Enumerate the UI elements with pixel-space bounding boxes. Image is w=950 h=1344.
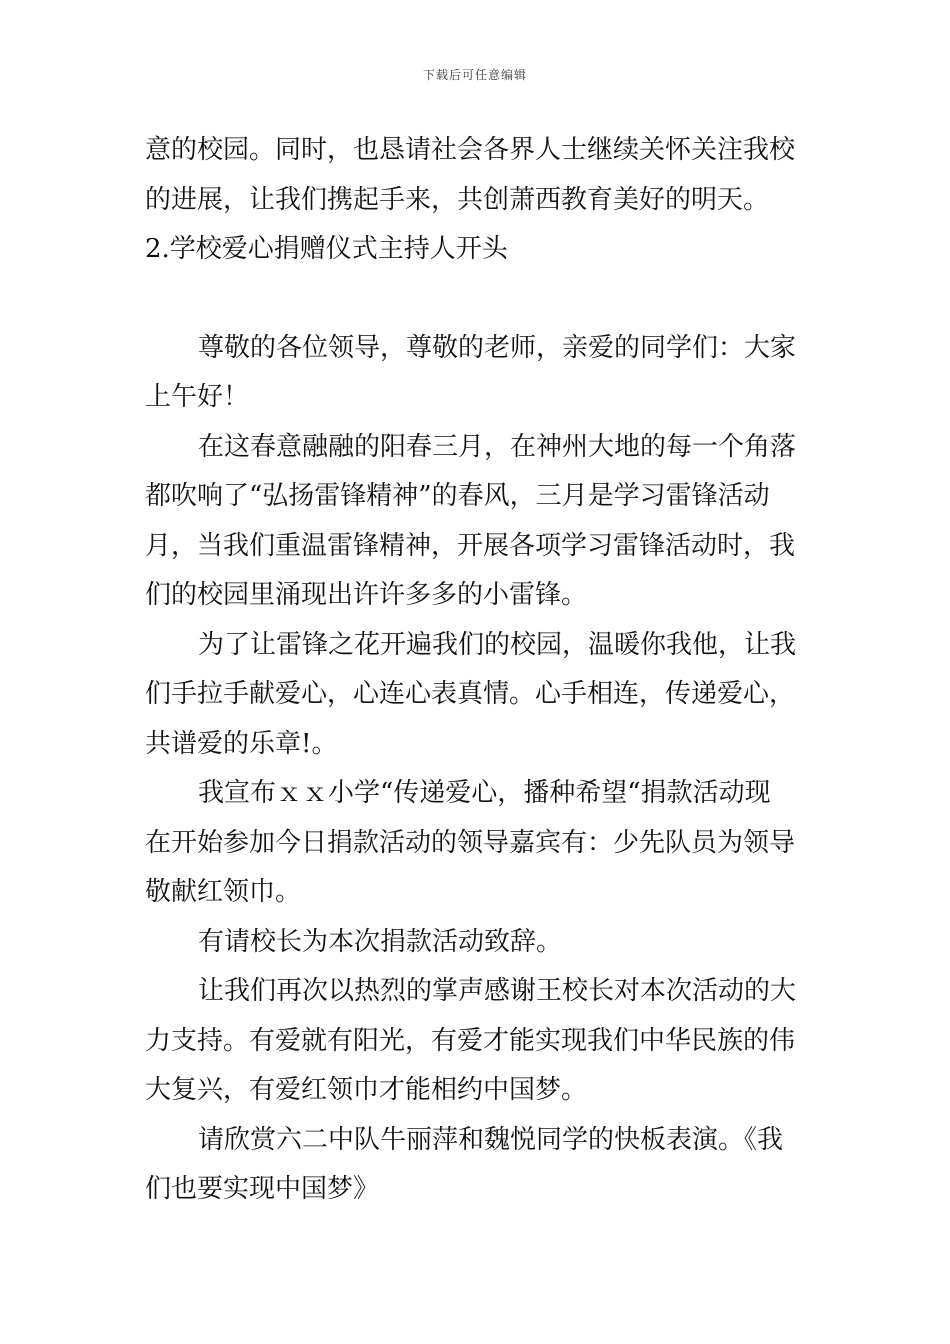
spacer — [145, 275, 810, 324]
text-line: 敬献红领巾。 — [145, 877, 302, 907]
text-line: 尊敬的各位领导，尊敬的老师，亲爱的同学们：大家 — [198, 332, 797, 363]
text-line: 们手拉手献爱心，心连心表真情。心手相连，传递爱心， — [145, 679, 796, 709]
text-line: 让我们再次以热烈的掌声感谢王校长对本次活动的大 — [198, 976, 797, 1006]
page-header: 下载后可任意编辑 — [422, 68, 527, 82]
text-line: 为了让雷锋之花开遍我们的校园，温暖你我他，让我 — [198, 629, 797, 660]
text-line: 月，当我们重温雷锋精神，开展各项学习雷锋活动时，我 — [145, 530, 796, 561]
document-body — [145, 126, 810, 1215]
text-line: 有请校长为本次捐款活动致辞。 — [198, 926, 563, 957]
text-line: 请欣赏六二中队牛丽萍和魏悦同学的快板表演。《我 — [198, 1124, 784, 1155]
text-line: 共谱爱的乐章!。 — [145, 728, 338, 759]
text-line: 的进展，让我们携起手来，共创萧西教育美好的明天。 — [145, 184, 770, 215]
text-line: 力支持。有爱就有阳光，有爱才能实现我们中华民族的伟 — [145, 1025, 796, 1056]
text-line: 意的校园。同时，也恳请社会各界人士继续关怀关注我校 — [145, 135, 796, 165]
text-line: 大复兴，有爱红领巾才能相约中国梦。 — [145, 1075, 588, 1105]
text-line: 都吹响了“弘扬雷锋精神”的春风，三月是学习雷锋活动 — [145, 481, 770, 511]
text-line: 我宣布ｘｘ小学“传递爱心，播种希望“捐款活动现 — [198, 778, 771, 808]
text-line: 在这春意融融的阳春三月，在神州大地的每一个角落 — [198, 431, 797, 462]
text-line: 们的校园里涌现出许许多多的小雷锋。 — [145, 580, 588, 610]
text-line: 们也要实现中国梦》 — [145, 1174, 380, 1204]
text-line: 上午好！ — [145, 382, 250, 412]
section-heading: 2.学校爱心捐赠仪式主持人开头 — [145, 234, 508, 264]
text-line: 在开始参加今日捐款活动的领导嘉宾有：少先队员为领导 — [145, 827, 796, 858]
